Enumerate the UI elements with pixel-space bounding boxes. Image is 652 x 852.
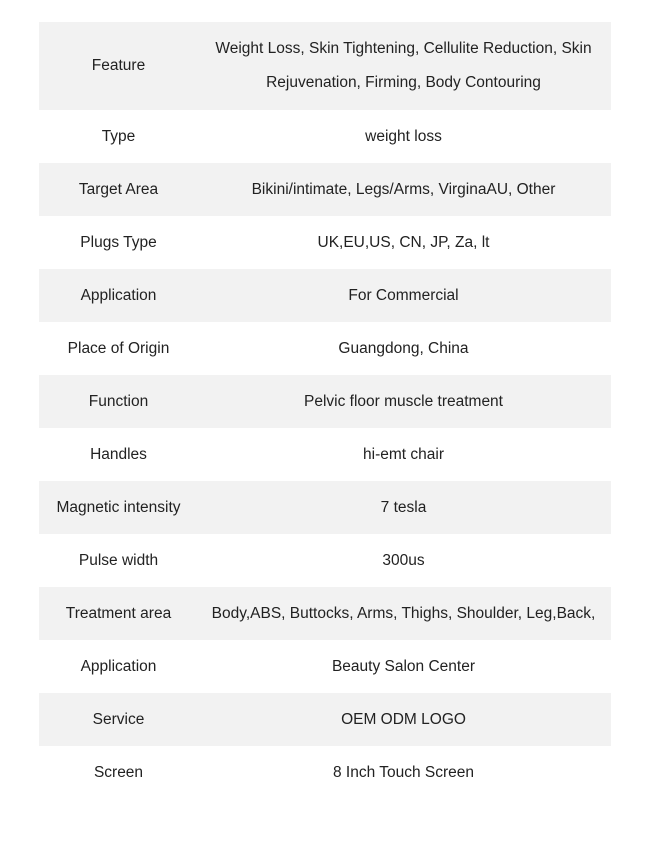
spec-row-plugs-type: [39, 216, 611, 269]
spec-value: 300us: [382, 551, 425, 569]
spec-value: Beauty Salon Center: [331, 657, 476, 675]
spec-label: Pulse width: [78, 551, 159, 569]
spec-row-type: [39, 110, 611, 163]
spec-value: For Commercial: [348, 286, 459, 304]
spec-label: Type: [101, 127, 136, 145]
spec-value: UK,EU,US, CN, JP, Za, lt: [317, 233, 490, 251]
spec-label: Screen: [93, 763, 144, 781]
spec-row-target-area: [39, 163, 611, 216]
spec-row-feature: [39, 22, 611, 110]
spec-row-application: [39, 269, 611, 322]
spec-value: Pelvic floor muscle treatment: [304, 392, 503, 410]
spec-value: 8 Inch Touch Screen: [332, 763, 475, 781]
spec-row-magnetic-intensity: [39, 481, 611, 534]
spec-row-treatment-area: [39, 587, 611, 640]
spec-value: Body,ABS, Buttocks, Arms, Thighs, Shoulder, Leg,Back,: [211, 604, 596, 622]
spec-table: [39, 22, 611, 799]
spec-label: Plugs Type: [80, 233, 157, 251]
spec-row-place-of-origin: [39, 322, 611, 375]
spec-label: Target Area: [78, 180, 159, 198]
spec-value: Weight Loss, Skin Tightening, Cellulite Reduction, Skin Rejuvenation, Firming, Body Contouring: [215, 40, 592, 91]
spec-row-handles: [39, 428, 611, 481]
spec-label: Application: [80, 657, 157, 675]
spec-value: Guangdong, China: [338, 339, 469, 357]
spec-label: Function: [88, 392, 149, 410]
spec-row-service: [39, 693, 611, 746]
spec-value: OEM ODM LOGO: [341, 710, 466, 728]
spec-label: Service: [92, 710, 145, 728]
spec-value: weight loss: [365, 127, 442, 145]
spec-label: Treatment area: [65, 604, 172, 622]
spec-row-pulse-width: [39, 534, 611, 587]
spec-label: Magnetic intensity: [56, 498, 181, 516]
spec-label: Feature: [91, 57, 146, 74]
spec-value: 7 tesla: [380, 498, 427, 516]
spec-label: Application: [80, 286, 157, 304]
spec-label: Place of Origin: [67, 339, 170, 357]
spec-row-function: [39, 375, 611, 428]
spec-label: Handles: [90, 445, 147, 463]
spec-row-screen: [39, 746, 611, 799]
spec-value: Bikini/intimate, Legs/Arms, VirginaAU, Other: [251, 180, 556, 198]
spec-row-application-2: [39, 640, 611, 693]
spec-value: hi-emt chair: [363, 445, 444, 463]
